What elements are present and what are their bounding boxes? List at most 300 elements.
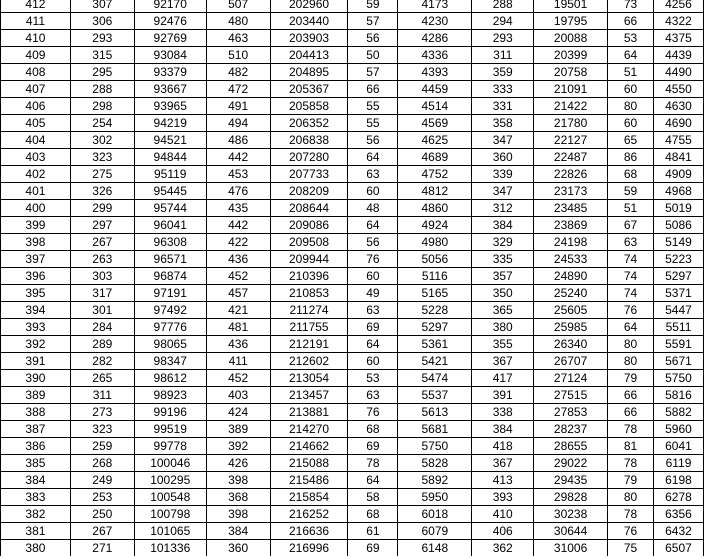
table-cell: 26340 <box>534 336 608 353</box>
table-cell: 5882 <box>653 404 703 421</box>
table-cell: 486 <box>206 132 270 149</box>
table-cell: 101336 <box>134 540 206 557</box>
table-row <box>1 421 704 438</box>
table-cell: 94844 <box>134 149 206 166</box>
table-cell: 66 <box>608 387 654 404</box>
table-cell: 24198 <box>534 234 608 251</box>
table-cell: 21780 <box>534 115 608 132</box>
table-cell: 63 <box>348 166 398 183</box>
table-cell: 6507 <box>653 540 703 557</box>
table-cell: 403 <box>206 387 270 404</box>
table-cell: 273 <box>70 404 134 421</box>
table-cell: 69 <box>348 319 398 336</box>
table-cell: 216252 <box>270 506 348 523</box>
table-cell: 424 <box>206 404 270 421</box>
table-cell: 100295 <box>134 472 206 489</box>
table-cell: 398 <box>206 506 270 523</box>
table-cell: 29022 <box>534 455 608 472</box>
table-cell: 4689 <box>398 149 472 166</box>
table-cell: 213881 <box>270 404 348 421</box>
table-row <box>1 285 704 302</box>
table-row <box>1 472 704 489</box>
table-cell: 202960 <box>270 0 348 13</box>
table-cell: 507 <box>206 0 270 13</box>
table-cell: 453 <box>206 166 270 183</box>
table-cell: 209086 <box>270 217 348 234</box>
table-row <box>1 370 704 387</box>
table-cell: 391 <box>472 387 534 404</box>
table-cell: 302 <box>70 132 134 149</box>
table-cell: 297 <box>70 217 134 234</box>
table-cell: 211755 <box>270 319 348 336</box>
table-cell: 211274 <box>270 302 348 319</box>
table-row <box>1 523 704 540</box>
table-cell: 253 <box>70 489 134 506</box>
table-cell: 5421 <box>398 353 472 370</box>
table-cell: 395 <box>1 285 71 302</box>
table-cell: 78 <box>348 455 398 472</box>
table-cell: 4375 <box>653 30 703 47</box>
table-cell: 22127 <box>534 132 608 149</box>
table-cell: 393 <box>1 319 71 336</box>
table-cell: 5671 <box>653 353 703 370</box>
table-cell: 5361 <box>398 336 472 353</box>
table-cell: 97492 <box>134 302 206 319</box>
table-cell: 93084 <box>134 47 206 64</box>
table-cell: 99519 <box>134 421 206 438</box>
table-cell: 398 <box>206 472 270 489</box>
table-cell: 30644 <box>534 523 608 540</box>
table-cell: 98347 <box>134 353 206 370</box>
table-cell: 63 <box>348 302 398 319</box>
table-cell: 293 <box>472 30 534 47</box>
table-cell: 263 <box>70 251 134 268</box>
table-cell: 4860 <box>398 200 472 217</box>
table-cell: 68 <box>348 421 398 438</box>
table-cell: 254 <box>70 115 134 132</box>
table-cell: 4812 <box>398 183 472 200</box>
table-cell: 368 <box>206 489 270 506</box>
table-cell: 214270 <box>270 421 348 438</box>
table-row <box>1 81 704 98</box>
table-cell: 86 <box>608 149 654 166</box>
table-cell: 311 <box>472 47 534 64</box>
table-row <box>1 47 704 64</box>
table-cell: 5116 <box>398 268 472 285</box>
table-cell: 51 <box>608 64 654 81</box>
table-cell: 76 <box>608 523 654 540</box>
table-cell: 5165 <box>398 285 472 302</box>
table-cell: 4690 <box>653 115 703 132</box>
table-cell: 389 <box>1 387 71 404</box>
table-cell: 5371 <box>653 285 703 302</box>
table-cell: 59 <box>608 183 654 200</box>
table-cell: 78 <box>608 506 654 523</box>
table-cell: 271 <box>70 540 134 557</box>
table-cell: 307 <box>70 0 134 13</box>
table-cell: 312 <box>472 200 534 217</box>
table-cell: 93667 <box>134 81 206 98</box>
table-cell: 5297 <box>398 319 472 336</box>
table-cell: 64 <box>348 149 398 166</box>
table-cell: 30238 <box>534 506 608 523</box>
table-cell: 398 <box>1 234 71 251</box>
table-cell: 92769 <box>134 30 206 47</box>
table-cell: 401 <box>1 183 71 200</box>
table-cell: 79 <box>608 472 654 489</box>
table-cell: 5750 <box>398 438 472 455</box>
table-cell: 99196 <box>134 404 206 421</box>
table-cell: 476 <box>206 183 270 200</box>
table-cell: 95119 <box>134 166 206 183</box>
table-cell: 355 <box>472 336 534 353</box>
table-cell: 60 <box>348 353 398 370</box>
table-cell: 31006 <box>534 540 608 557</box>
table-cell: 214662 <box>270 438 348 455</box>
table-cell: 4625 <box>398 132 472 149</box>
table-cell: 76 <box>348 404 398 421</box>
table-cell: 94219 <box>134 115 206 132</box>
table-row <box>1 149 704 166</box>
table-cell: 68 <box>348 506 398 523</box>
table-row <box>1 319 704 336</box>
table-row <box>1 217 704 234</box>
table-cell: 335 <box>472 251 534 268</box>
table-cell: 81 <box>608 438 654 455</box>
table-cell: 390 <box>1 370 71 387</box>
table-cell: 27515 <box>534 387 608 404</box>
table-cell: 74 <box>608 251 654 268</box>
table-cell: 67 <box>608 217 654 234</box>
table-row <box>1 455 704 472</box>
table-cell: 64 <box>348 336 398 353</box>
table-cell: 338 <box>472 404 534 421</box>
table-cell: 53 <box>348 370 398 387</box>
table-cell: 4980 <box>398 234 472 251</box>
table-cell: 326 <box>70 183 134 200</box>
table-cell: 442 <box>206 217 270 234</box>
table-cell: 61 <box>348 523 398 540</box>
table-cell: 4752 <box>398 166 472 183</box>
table-cell: 380 <box>1 540 71 557</box>
table-cell: 5828 <box>398 455 472 472</box>
table-cell: 78 <box>608 455 654 472</box>
table-cell: 76 <box>608 302 654 319</box>
table-cell: 19795 <box>534 13 608 30</box>
table-cell: 317 <box>70 285 134 302</box>
table-row <box>1 489 704 506</box>
table-cell: 5591 <box>653 336 703 353</box>
table-cell: 22487 <box>534 149 608 166</box>
table-cell: 29435 <box>534 472 608 489</box>
table-cell: 6079 <box>398 523 472 540</box>
table-cell: 93965 <box>134 98 206 115</box>
table-cell: 397 <box>1 251 71 268</box>
table-cell: 289 <box>70 336 134 353</box>
table-cell: 50 <box>348 47 398 64</box>
table-cell: 6198 <box>653 472 703 489</box>
table-cell: 74 <box>608 268 654 285</box>
table-cell: 78 <box>608 421 654 438</box>
table-cell: 436 <box>206 251 270 268</box>
table-cell: 73 <box>608 0 654 13</box>
table-cell: 207280 <box>270 149 348 166</box>
table-cell: 306 <box>70 13 134 30</box>
table-cell: 29828 <box>534 489 608 506</box>
table-cell: 384 <box>472 421 534 438</box>
table-cell: 311 <box>70 387 134 404</box>
table-cell: 80 <box>608 336 654 353</box>
table-cell: 4630 <box>653 98 703 115</box>
table-cell: 367 <box>472 455 534 472</box>
table-cell: 5297 <box>653 268 703 285</box>
table-cell: 411 <box>206 353 270 370</box>
table-cell: 21422 <box>534 98 608 115</box>
table-cell: 23485 <box>534 200 608 217</box>
table-cell: 491 <box>206 98 270 115</box>
table-cell: 407 <box>1 81 71 98</box>
table-cell: 408 <box>1 64 71 81</box>
table-cell: 96308 <box>134 234 206 251</box>
table-cell: 96874 <box>134 268 206 285</box>
table-cell: 212191 <box>270 336 348 353</box>
table-cell: 299 <box>70 200 134 217</box>
table-cell: 26707 <box>534 353 608 370</box>
table-cell: 80 <box>608 98 654 115</box>
table-cell: 60 <box>608 81 654 98</box>
table-row <box>1 166 704 183</box>
table-row <box>1 115 704 132</box>
table-cell: 212602 <box>270 353 348 370</box>
table-cell: 383 <box>1 489 71 506</box>
table-cell: 96041 <box>134 217 206 234</box>
table-cell: 74 <box>608 285 654 302</box>
table-row <box>1 268 704 285</box>
table-cell: 5056 <box>398 251 472 268</box>
table-cell: 100798 <box>134 506 206 523</box>
table-cell: 288 <box>472 0 534 13</box>
table-cell: 92170 <box>134 0 206 13</box>
table-cell: 4439 <box>653 47 703 64</box>
table-cell: 411 <box>1 13 71 30</box>
table-cell: 400 <box>1 200 71 217</box>
table-cell: 362 <box>472 540 534 557</box>
table-cell: 399 <box>1 217 71 234</box>
table-cell: 4909 <box>653 166 703 183</box>
table-cell: 406 <box>472 523 534 540</box>
table-cell: 69 <box>348 540 398 557</box>
table-cell: 51 <box>608 200 654 217</box>
table-cell: 6018 <box>398 506 472 523</box>
table-cell: 69 <box>348 438 398 455</box>
table-cell: 63 <box>608 234 654 251</box>
table-cell: 22826 <box>534 166 608 183</box>
table-cell: 404 <box>1 132 71 149</box>
table-cell: 48 <box>348 200 398 217</box>
table-cell: 426 <box>206 455 270 472</box>
table-cell: 60 <box>348 268 398 285</box>
table-cell: 63 <box>348 387 398 404</box>
table-cell: 80 <box>608 489 654 506</box>
table-cell: 410 <box>472 506 534 523</box>
table-cell: 396 <box>1 268 71 285</box>
table-row <box>1 506 704 523</box>
table-cell: 206838 <box>270 132 348 149</box>
table-cell: 418 <box>472 438 534 455</box>
table-cell: 97191 <box>134 285 206 302</box>
table-cell: 392 <box>206 438 270 455</box>
table-cell: 28237 <box>534 421 608 438</box>
table-cell: 5537 <box>398 387 472 404</box>
table-cell: 452 <box>206 370 270 387</box>
table-cell: 358 <box>472 115 534 132</box>
table-cell: 480 <box>206 13 270 30</box>
table-cell: 6278 <box>653 489 703 506</box>
table-cell: 59 <box>348 0 398 13</box>
score-table-body <box>1 0 704 556</box>
table-cell: 76 <box>348 251 398 268</box>
table-cell: 4393 <box>398 64 472 81</box>
table-cell: 79 <box>608 370 654 387</box>
table-cell: 463 <box>206 30 270 47</box>
table-cell: 392 <box>1 336 71 353</box>
table-cell: 4550 <box>653 81 703 98</box>
table-cell: 206352 <box>270 115 348 132</box>
table-cell: 56 <box>348 234 398 251</box>
table-cell: 5681 <box>398 421 472 438</box>
table-cell: 64 <box>608 47 654 64</box>
table-cell: 421 <box>206 302 270 319</box>
table-cell: 6432 <box>653 523 703 540</box>
table-cell: 442 <box>206 149 270 166</box>
table-row <box>1 234 704 251</box>
table-cell: 5447 <box>653 302 703 319</box>
table-cell: 387 <box>1 421 71 438</box>
table-cell: 295 <box>70 64 134 81</box>
table-cell: 388 <box>1 404 71 421</box>
table-cell: 403 <box>1 149 71 166</box>
table-cell: 57 <box>348 13 398 30</box>
table-cell: 384 <box>472 217 534 234</box>
table-cell: 298 <box>70 98 134 115</box>
table-cell: 5223 <box>653 251 703 268</box>
table-cell: 6041 <box>653 438 703 455</box>
table-cell: 25240 <box>534 285 608 302</box>
table-cell: 267 <box>70 234 134 251</box>
table-cell: 4173 <box>398 0 472 13</box>
table-row <box>1 30 704 47</box>
table-cell: 100046 <box>134 455 206 472</box>
table-cell: 75 <box>608 540 654 557</box>
table-cell: 5950 <box>398 489 472 506</box>
table-cell: 357 <box>472 268 534 285</box>
table-cell: 347 <box>472 183 534 200</box>
table-cell: 5474 <box>398 370 472 387</box>
table-cell: 380 <box>472 319 534 336</box>
table-cell: 21091 <box>534 81 608 98</box>
table-cell: 204895 <box>270 64 348 81</box>
table-cell: 5816 <box>653 387 703 404</box>
table-cell: 4968 <box>653 183 703 200</box>
table-cell: 66 <box>348 81 398 98</box>
table-cell: 333 <box>472 81 534 98</box>
table-cell: 64 <box>348 472 398 489</box>
table-cell: 94521 <box>134 132 206 149</box>
table-cell: 93379 <box>134 64 206 81</box>
table-cell: 393 <box>472 489 534 506</box>
table-row <box>1 404 704 421</box>
table-cell: 389 <box>206 421 270 438</box>
table-cell: 303 <box>70 268 134 285</box>
table-cell: 249 <box>70 472 134 489</box>
table-cell: 25985 <box>534 319 608 336</box>
table-row <box>1 98 704 115</box>
table-cell: 208644 <box>270 200 348 217</box>
table-cell: 210853 <box>270 285 348 302</box>
table-cell: 98923 <box>134 387 206 404</box>
table-cell: 5511 <box>653 319 703 336</box>
table-cell: 6119 <box>653 455 703 472</box>
table-cell: 99778 <box>134 438 206 455</box>
table-cell: 203440 <box>270 13 348 30</box>
table-cell: 422 <box>206 234 270 251</box>
table-cell: 4256 <box>653 0 703 13</box>
table-cell: 394 <box>1 302 71 319</box>
table-cell: 381 <box>1 523 71 540</box>
table-cell: 55 <box>348 115 398 132</box>
table-cell: 24533 <box>534 251 608 268</box>
table-cell: 5086 <box>653 217 703 234</box>
table-cell: 5960 <box>653 421 703 438</box>
table-cell: 27124 <box>534 370 608 387</box>
table-cell: 293 <box>70 30 134 47</box>
table-cell: 5149 <box>653 234 703 251</box>
table-cell: 250 <box>70 506 134 523</box>
table-cell: 4286 <box>398 30 472 47</box>
table-row <box>1 353 704 370</box>
table-cell: 339 <box>472 166 534 183</box>
table-cell: 452 <box>206 268 270 285</box>
table-cell: 27853 <box>534 404 608 421</box>
table-cell: 4924 <box>398 217 472 234</box>
table-cell: 382 <box>1 506 71 523</box>
table-cell: 409 <box>1 47 71 64</box>
table-cell: 205367 <box>270 81 348 98</box>
table-cell: 360 <box>472 149 534 166</box>
table-cell: 436 <box>206 336 270 353</box>
table-row <box>1 540 704 557</box>
table-cell: 405 <box>1 115 71 132</box>
table-cell: 19501 <box>534 0 608 13</box>
table-cell: 23173 <box>534 183 608 200</box>
table-row <box>1 336 704 353</box>
table-cell: 6356 <box>653 506 703 523</box>
table-cell: 56 <box>348 30 398 47</box>
table-cell: 49 <box>348 285 398 302</box>
table-cell: 98065 <box>134 336 206 353</box>
table-cell: 413 <box>472 472 534 489</box>
table-cell: 95445 <box>134 183 206 200</box>
table-cell: 482 <box>206 64 270 81</box>
table-cell: 55 <box>348 98 398 115</box>
table-cell: 4322 <box>653 13 703 30</box>
table-cell: 481 <box>206 319 270 336</box>
table-cell: 288 <box>70 81 134 98</box>
table-cell: 213457 <box>270 387 348 404</box>
table-cell: 435 <box>206 200 270 217</box>
table-cell: 347 <box>472 132 534 149</box>
table-cell: 66 <box>608 13 654 30</box>
